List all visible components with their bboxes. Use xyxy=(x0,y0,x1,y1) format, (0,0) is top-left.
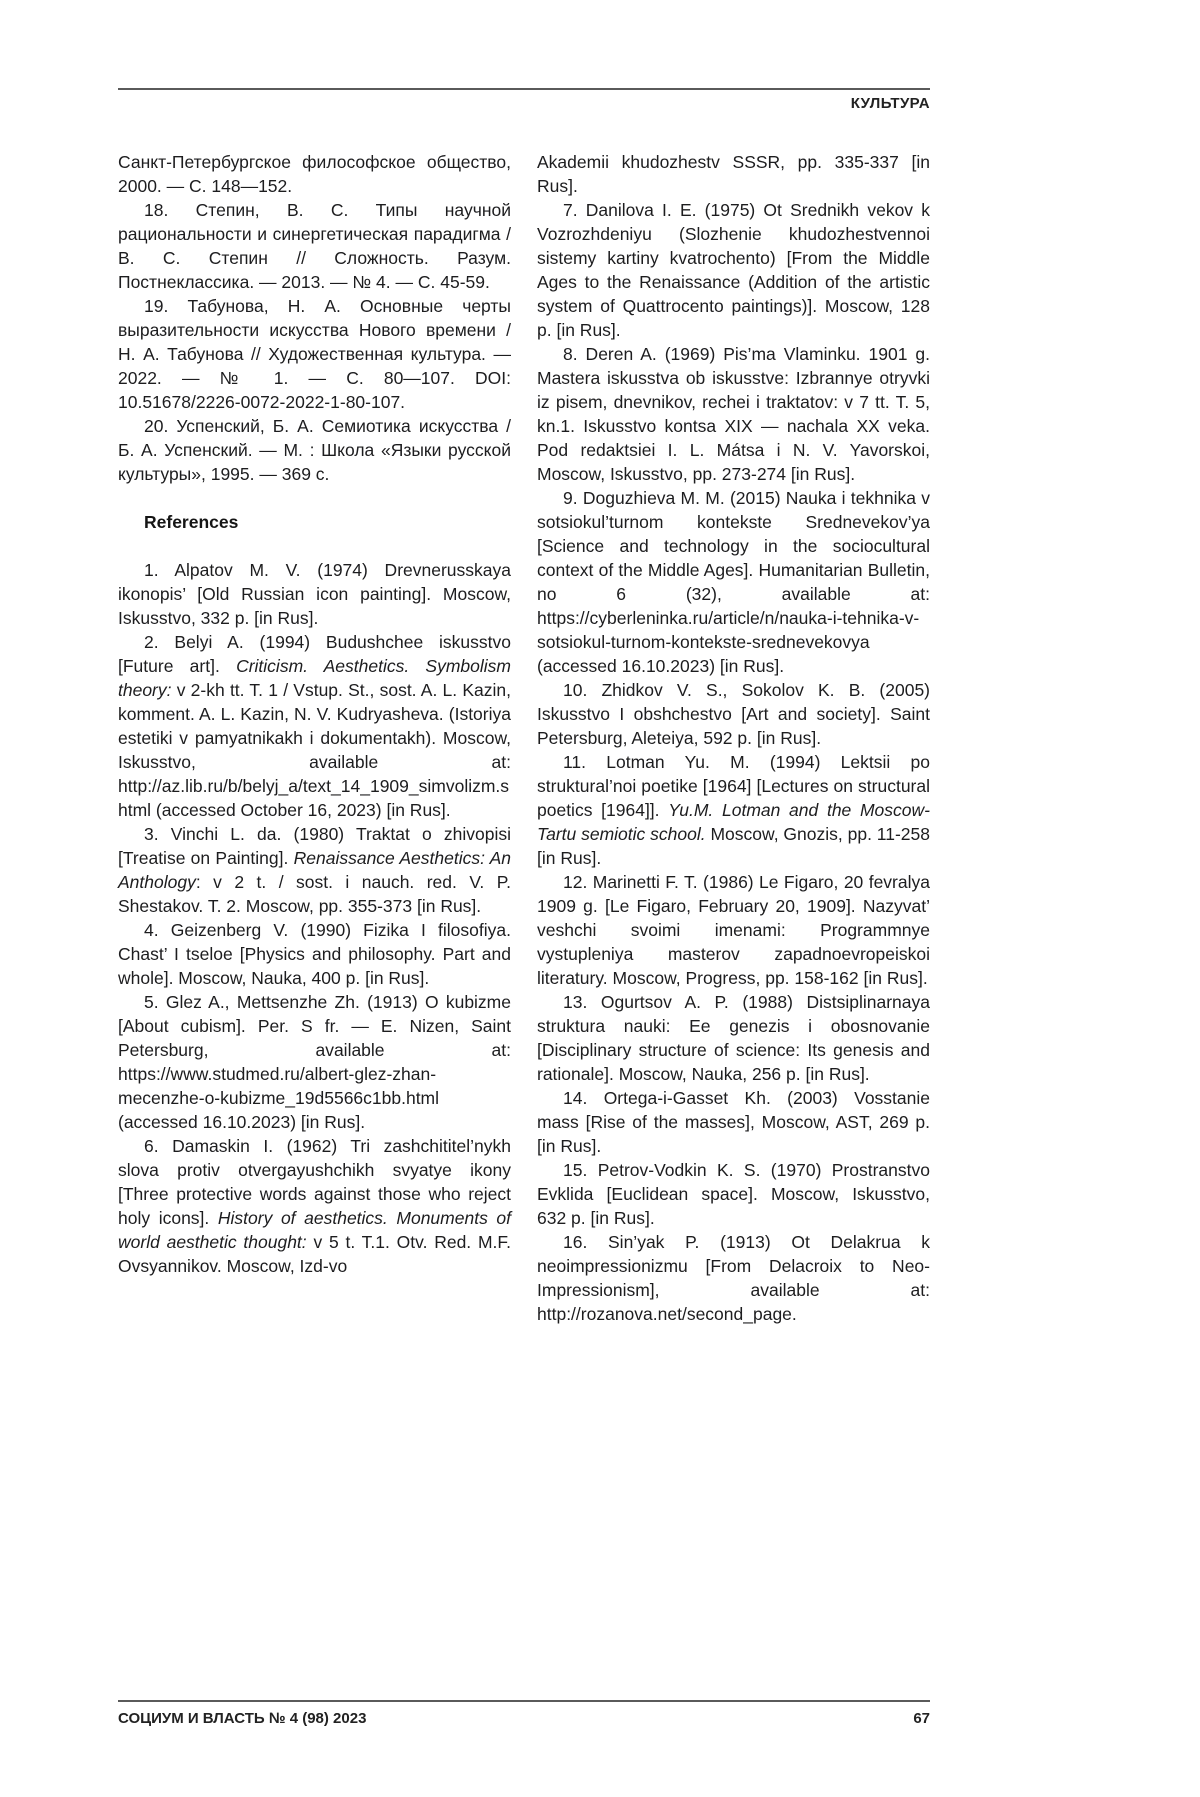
italic-text: Renaissance Aesthetics: An Anthology xyxy=(118,848,511,892)
text: Akademii khudozhestv SSSR, pp. 335-337 [in Rus]. xyxy=(537,152,930,196)
text: 1. Alpatov M. V. (1974) Drevnerusskaya ikonopis’ [Old Russian icon painting]. Moscow, Iskusstvo, 332 p. [in Rus]. xyxy=(118,560,511,628)
reference-entry xyxy=(118,198,511,294)
section-label: КУЛЬТУРА xyxy=(850,95,930,112)
italic-text: Criticism. Aesthetics. Symbolism theory: xyxy=(118,656,512,700)
reference-entry xyxy=(118,294,511,414)
text: 18. Степин, В. С. Типы научной рациональности и синергетическая парадигма / В. С. Степин // Сложность. Разум. Постнеклассика. — 2013. — № 4. — С. 45-59. xyxy=(118,200,511,292)
reference-entry xyxy=(118,414,511,486)
references-heading xyxy=(118,510,511,534)
text: 6. Damaskin I. (1962) Tri zashchititel’nykh slova protiv otvergayushchikh svyatye ikony [Three protective words against those who reject holy icons]. xyxy=(118,1136,511,1228)
page-header xyxy=(118,88,930,112)
text: 15. Petrov-Vodkin K. S. (1970) Prostranstvo Evklida [Euclidean space]. Moscow, Iskusstvo, 632 p. [in Rus]. xyxy=(537,1160,930,1228)
reference-entry xyxy=(118,918,511,990)
text: References xyxy=(144,512,239,532)
reference-entry xyxy=(118,990,511,1134)
reference-entry xyxy=(537,198,930,342)
text: 3. Vinchi L. da. (1980) Traktat o zhivopisi [Treatise on Painting]. xyxy=(118,824,511,868)
reference-entry xyxy=(537,1086,930,1158)
left-column xyxy=(118,150,511,1326)
reference-entry xyxy=(537,870,930,990)
text: 14. Ortega-i-Gasset Kh. (2003) Vosstanie mass [Rise of the masses], Moscow, AST, 269 p. [in Rus]. xyxy=(537,1088,930,1156)
page-number: 67 xyxy=(913,1710,930,1727)
text: 10. Zhidkov V. S., Sokolov K. B. (2005) Iskusstvo I obshchestvo [Art and society]. Saint Petersburg, Aleteiya, 592 p. [in Rus]. xyxy=(537,680,930,748)
text: 2. Belyi A. (1994) Budushchee iskusstvo [Future art]. xyxy=(118,632,511,676)
reference-entry xyxy=(537,990,930,1086)
text-columns xyxy=(118,150,930,1326)
reference-entry xyxy=(537,150,930,198)
footer-row xyxy=(118,1702,930,1727)
text: 7. Danilova I. E. (1975) Ot Srednikh vekov k Vozrozhdeniyu (Slozhenie khudozhestvennoi sistemy kartiny kvatrochento) [From the Middle Ages to the Renaissance (Addition of the artistic system of Quattrocento paintings)]. Moscow, 128 p. [in Rus]. xyxy=(537,200,930,340)
text: 20. Успенский, Б. А. Семиотика искусства / Б. А. Успенский. — М. : Школа «Языки русской культуры», 1995. — 369 с. xyxy=(118,416,511,484)
text: 19. Табунова, Н. А. Основные черты выразительности искусства Нового времени / Н. А. Табунова // Художественная культура. — 2022. — № 1. — С. 80—107. DOI: 10.51678/2226-0072-2022-1-80-107. xyxy=(118,296,511,412)
text: 12. Marinetti F. T. (1986) Le Figaro, 20 fevralya 1909 g. [Le Figaro, February 20, 1909]. Nazyvat’ veshchi svoimi imenami: Programmnye vystupleniya masterov zapadnoevropeiskoi literatury. Moscow, Progress, pp. 158-162 [in Rus]. xyxy=(537,872,930,988)
page-footer xyxy=(118,1700,930,1727)
right-column xyxy=(537,150,930,1326)
text: 11. Lotman Yu. M. (1994) Lektsii po struktural’noi poetike [1964] [Lectures on structural poetics [1964]]. xyxy=(537,752,930,820)
text: Санкт-Петербургское философское общество, 2000. — С. 148—152. xyxy=(118,152,511,196)
text: 5. Glez A., Mettsenzhe Zh. (1913) O kubizme [About cubism]. Per. S fr. — E. Nizen, Saint Petersburg, available at: https://www.studmed.ru/albert-glez-zhan-mecenzhe-o-kubizme_19d5566c1bb.html (accessed 16.10.2023) [in Rus]. xyxy=(118,992,511,1132)
reference-entry xyxy=(537,678,930,750)
text: 13. Ogurtsov A. P. (1988) Distsiplinarnaya struktura nauki: Ee genezis i obosnovanie [Disciplinary structure of science: Its genesis and rationale]. Moscow, Nauka, 256 p. [in Rus]. xyxy=(537,992,930,1084)
reference-entry xyxy=(537,750,930,870)
text: 8. Deren A. (1969) Pis’ma Vlaminku. 1901 g. Mastera iskusstva ob iskusstve: Izbrannye otryvki iz pisem, dnevnikov, rechei i traktatov: v 7 tt. T. 5, kn.1. Iskusstvo kontsa XIX — nachala XX veka. Pod redaktsiei I. L. Mátsa i N. V. Yavorskoi, Moscow, Iskusstvo, pp. 273-274 [in Rus]. xyxy=(537,344,930,484)
reference-entry xyxy=(537,1158,930,1230)
reference-entry xyxy=(537,342,930,486)
text: 16. Sin’yak P. (1913) Ot Delakrua k neoimpressionizmu [From Delacroix to Neo-Impressionism], available at: http://rozanova.net/second_page. xyxy=(537,1232,930,1324)
text: 4. Geizenberg V. (1990) Fizika I filosofiya. Chast’ I tseloe [Physics and philosophy. Part and whole]. Moscow, Nauka, 400 p. [in Rus]. xyxy=(118,920,511,988)
text: 9. Doguzhieva M. M. (2015) Nauka i tekhnika v sotsiokul’turnom kontekste Srednevekov’ya [Science and technology in the sociocultural context of the Middle Ages]. Humanitarian Bulletin, no 6 (32), available at: https://cyberleninka.ru/article/n/nauka-i-tehnika-v-sotsiokul-turnom-kontekste-srednevekovya (accessed 16.10.2023) [in Rus]. xyxy=(537,488,930,676)
reference-entry xyxy=(118,1134,511,1278)
reference-entry xyxy=(118,822,511,918)
reference-entry xyxy=(537,486,930,678)
reference-entry xyxy=(537,1230,930,1326)
italic-text: History of aesthetics. Monuments of world aesthetic thought: xyxy=(118,1208,512,1252)
reference-entry xyxy=(118,558,511,630)
text: : v 2 t. / sost. i nauch. red. V. P. Shestakov. T. 2. Moscow, pp. 355-373 [in Rus]. xyxy=(118,872,511,916)
journal-title: СОЦИУМ И ВЛАСТЬ № 4 (98) 2023 xyxy=(118,1710,367,1727)
text: v 5 t. T.1. Otv. Red. M.F. Ovsyannikov. Moscow, Izd-vo xyxy=(118,1232,512,1276)
reference-entry xyxy=(118,150,511,198)
italic-text: Yu.M. Lotman and the Moscow-Tartu semiotic school. xyxy=(537,800,930,844)
reference-entry xyxy=(118,630,511,822)
text: v 2-kh tt. T. 1 / Vstup. St., sost. A. L. Kazin, komment. A. L. Kazin, N. V. Kudryasheva. (Istoriya estetiki v pamyatnikakh i dokumentakh). Moscow, Iskusstvo, available at: http://az.lib.ru/b/belyj_a/text_14_1909_simvolizm.shtml (accessed October 16, 2023) [in Rus]. xyxy=(118,680,511,820)
text: Moscow, Gnozis, pp. 11-258 [in Rus]. xyxy=(537,824,931,868)
